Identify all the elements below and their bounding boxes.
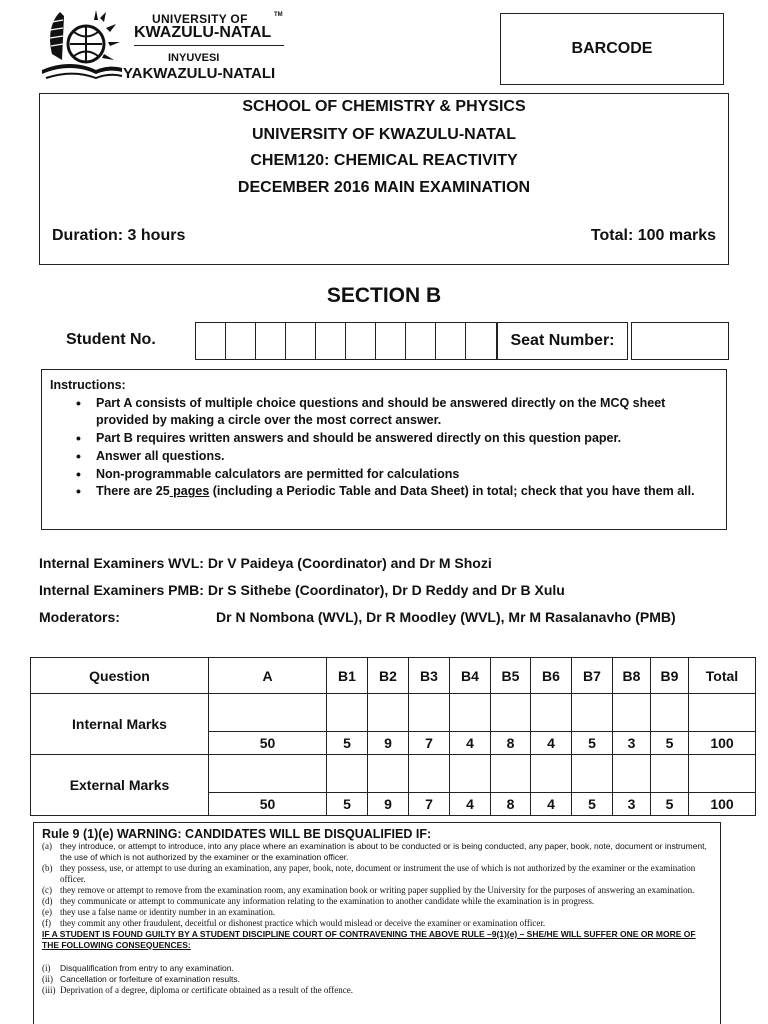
exam-header-box [39,93,729,265]
max-mark-cell: 3 [613,732,651,755]
seat-number-label: Seat Number: [497,322,628,360]
max-mark-cell: 50 [209,793,327,816]
section-title: SECTION B [326,284,442,307]
instructions-box [41,369,727,530]
mark-entry-cell[interactable] [409,755,450,793]
max-mark-cell: 100 [689,732,756,755]
max-mark-cell: 5 [327,793,368,816]
instruction-pages-underlined: pages [169,484,210,499]
max-mark-cell: 4 [531,793,572,816]
mark-entry-cell[interactable] [689,755,756,793]
student-number-digit-box[interactable] [436,323,466,359]
mark-entry-cell[interactable] [368,694,409,732]
mark-entry-cell[interactable] [651,694,689,732]
internal-marks-entry-row [31,694,756,732]
max-mark-cell: 9 [368,793,409,816]
marks-header-cell: A [209,658,327,694]
school-name: SCHOOL OF CHEMISTRY & PHYSICS [242,98,526,115]
max-mark-cell: 4 [450,793,491,816]
max-mark-cell: 5 [572,793,613,816]
max-mark-cell: 7 [409,732,450,755]
logo-trademark: TM [274,12,283,18]
logo-line-yakwazulu-natali: YAKWAZULU-NATALI [123,65,276,82]
mark-entry-cell[interactable] [368,755,409,793]
mark-entry-cell[interactable] [689,694,756,732]
mark-entry-cell[interactable] [327,755,368,793]
external-marks-entry-row [31,755,756,793]
consequence-text: Disqualification from entry to any examination. [60,963,234,973]
student-number-digit-box[interactable] [256,323,286,359]
rule-item [42,841,712,863]
rule-item-label: (e) [42,907,52,917]
student-number-digit-box[interactable] [286,323,316,359]
instructions-heading: Instructions: [50,378,126,392]
mark-entry-cell[interactable] [450,694,491,732]
max-mark-cell: 5 [651,732,689,755]
university-crest-icon [40,8,124,84]
max-mark-cell: 3 [613,793,651,816]
moderators-value: Dr N Nombona (WVL), Dr R Moodley (WVL), Mr M Rasalanavho (PMB) [216,609,676,625]
university-logo [40,8,283,84]
mark-entry-cell[interactable] [327,694,368,732]
marks-header-cell: Total [689,658,756,694]
student-number-label: Student No. [66,331,156,348]
marks-header-cell: B7 [572,658,613,694]
marks-header-cell: Question [31,658,209,694]
instructions-list [76,395,718,501]
mark-entry-cell[interactable] [572,694,613,732]
logo-line-university-of: UNIVERSITY OF [152,12,248,26]
seat-number-field[interactable] [631,322,729,360]
instruction-item: • Answer all questions. [76,448,718,466]
rule-item-label: (a) [42,841,52,851]
external-marks-label: External Marks [31,755,209,816]
rule-item-label: (f) [42,918,51,928]
exam-duration: Duration: 3 hours [52,227,186,244]
rule-item-text: they communicate or attempt to communicate any information relating to the examination to another candidate while the examination is in progress. [60,896,595,906]
instruction-item: • Non-programmable calculators are permitted for calculations [76,466,718,484]
logo-line-kwazulu-natal: KWAZULU-NATAL [134,24,272,41]
mark-entry-cell[interactable] [491,694,531,732]
student-number-field[interactable] [195,322,497,360]
internal-marks-label: Internal Marks [31,694,209,755]
consequence-heading: IF A STUDENT IS FOUND GUILTY BY A STUDENT DISCIPLINE COURT OF CONTRAVENING THE ABOVE RULE –9(1)(e) – SHE/HE WILL SUFFER ONE OR MORE OF THE FOLLOWING CONSEQUENCES: [42,929,696,950]
marks-header-cell: B6 [531,658,572,694]
rule-item-text: they remove or attempt to remove from the examination room, any examination book or writing paper supplied by the University for the purposes of answering an examination. [60,885,695,895]
logo-line-inyuvesi: INYUVESI [168,52,220,64]
instruction-item [76,483,718,501]
rule-item [42,885,712,896]
mark-entry-cell[interactable] [531,755,572,793]
mark-entry-cell[interactable] [613,755,651,793]
max-mark-cell: 8 [491,732,531,755]
max-mark-cell: 8 [491,793,531,816]
student-number-digit-box[interactable] [196,323,226,359]
mark-entry-cell[interactable] [491,755,531,793]
marks-header-cell: B1 [327,658,368,694]
rule-item-text: they use a false name or identity number in an examination. [60,907,276,917]
rule-item [42,896,712,907]
mark-entry-cell[interactable] [409,694,450,732]
mark-entry-cell[interactable] [651,755,689,793]
max-mark-cell: 7 [409,793,450,816]
marks-header-cell: B9 [651,658,689,694]
max-mark-cell: 4 [450,732,491,755]
instruction-pages-pre: There are 25 [96,484,170,499]
max-mark-cell: 5 [651,793,689,816]
instruction-item: • Part A consists of multiple choice questions and should be answered directly on the MCQ sheet provided by making a circle over the most correct answer. [76,395,718,430]
internal-examiners-wvl: Internal Examiners WVL: Dr V Paideya (Coordinator) and Dr M Shozi [39,555,492,571]
barcode-box: BARCODE [500,13,724,85]
university-name: UNIVERSITY OF KWAZULU-NATAL [252,126,516,143]
consequence-text: Cancellation or forfeiture of examination results. [60,974,241,984]
mark-entry-cell[interactable] [209,694,327,732]
mark-entry-cell[interactable] [531,694,572,732]
marks-header-cell: B4 [450,658,491,694]
rule-item [42,907,712,918]
rule-9-title: Rule 9 (1)(e) WARNING: CANDIDATES WILL BE DISQUALIFIED IF: [42,827,432,841]
max-mark-cell: 4 [531,732,572,755]
consequence-item [42,985,712,996]
rule-item-text: they introduce, or attempt to introduce, into any place where an examination is about to be conducted or is being conducted, any paper, book, note, document or instrument, the use of which is not authorized by the examiner or the examination officer. [60,841,707,862]
exam-total-marks: Total: 100 marks [590,227,716,244]
mark-entry-cell[interactable] [572,755,613,793]
student-number-digit-box[interactable] [346,323,376,359]
consequence-item [42,974,712,985]
instruction-pages-post: (including a Periodic Table and Data Sheet) in total; check that you have them all. [209,484,695,499]
course-title: CHEM120: CHEMICAL REACTIVITY [250,152,518,169]
moderators-label: Moderators: [39,609,120,625]
exam-title: DECEMBER 2016 MAIN EXAMINATION [237,179,531,196]
marks-header-cell: B3 [409,658,450,694]
consequence-text: Deprivation of a degree, diploma or certificate obtained as a result of the offence. [60,985,353,995]
mark-entry-cell[interactable] [450,755,491,793]
rule-item [42,863,712,885]
marks-table [30,657,756,816]
max-mark-cell: 5 [572,732,613,755]
rule-item-text: they commit any other fraudulent, deceitful or dishonest practice which would mislead or deceive the examiner or examination officer. [60,918,546,928]
marks-header-cell: B5 [491,658,531,694]
instruction-item: • Part B requires written answers and should be answered directly on this question paper. [76,430,718,448]
mark-entry-cell[interactable] [613,694,651,732]
rule-item-label: (b) [42,863,53,873]
rule-item-label: (c) [42,885,52,895]
max-mark-cell: 9 [368,732,409,755]
consequence-item [42,963,712,974]
student-number-digit-box[interactable] [376,323,406,359]
marks-header-cell: B8 [613,658,651,694]
rule-item [42,918,712,929]
logo-divider [134,45,284,46]
internal-examiners-pmb: Internal Examiners PMB: Dr S Sithebe (Coordinator), Dr D Reddy and Dr B Xulu [39,582,565,598]
student-number-digit-box[interactable] [316,323,346,359]
rule-item-label: (d) [42,896,53,906]
marks-header-cell: B2 [368,658,409,694]
student-number-digit-box[interactable] [466,323,496,359]
student-number-digit-box[interactable] [226,323,256,359]
max-mark-cell: 50 [209,732,327,755]
student-number-digit-box[interactable] [406,323,436,359]
rule-item-text: they possess, use, or attempt to use during an examination, any paper, book, note, document or instrument the use of which is not authorized by the examiner or the examination officer. [60,863,696,884]
consequence-label: (ii) [42,974,53,984]
consequence-label: (iii) [42,985,56,995]
max-mark-cell: 100 [689,793,756,816]
max-mark-cell: 5 [327,732,368,755]
rule-9-warning-box [33,822,721,1024]
marks-header-row [31,658,756,694]
mark-entry-cell[interactable] [209,755,327,793]
consequence-label: (i) [42,963,51,973]
